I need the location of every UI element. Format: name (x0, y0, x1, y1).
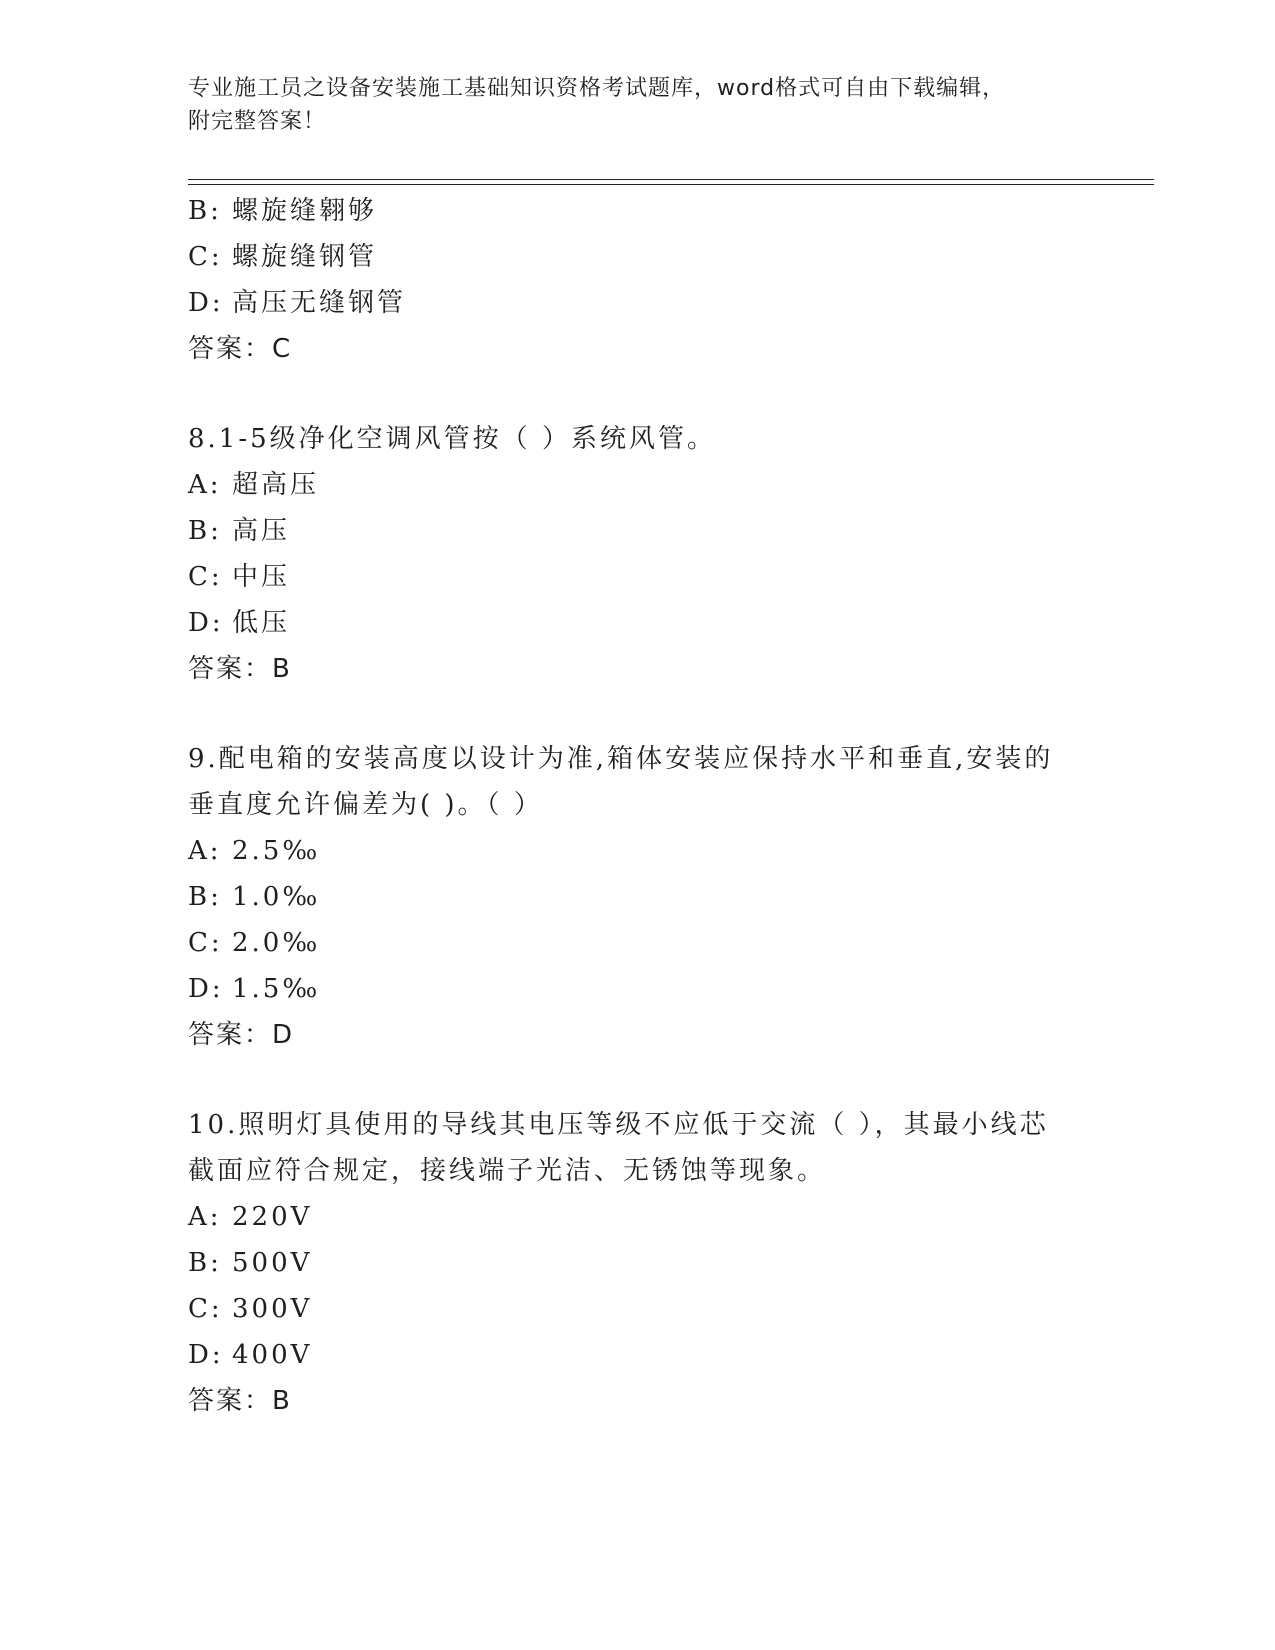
page-header (188, 72, 1068, 138)
option-d (188, 1332, 1088, 1378)
option-key: B: (188, 882, 222, 912)
question-8 (188, 416, 1088, 692)
option-key: B: (188, 196, 222, 226)
option-key: D: (188, 974, 224, 1004)
option-text: 500V (232, 1248, 313, 1278)
option-key: C: (188, 242, 223, 272)
option-text: 2.0‰ (232, 928, 321, 958)
option-key: D: (188, 608, 224, 638)
option-a (188, 1194, 1088, 1240)
header-divider-bottom (188, 184, 1154, 185)
option-d (188, 966, 1088, 1012)
header-divider-top (188, 179, 1154, 180)
option-text: 中压 (232, 562, 291, 592)
option-key: B: (188, 516, 222, 546)
option-text: 2.5‰ (232, 836, 321, 866)
option-a (188, 828, 1088, 874)
option-d (188, 600, 1088, 646)
option-b (188, 874, 1088, 920)
question-9 (188, 736, 1088, 1058)
answer-line: 答案：B (188, 1386, 292, 1416)
option-key: C: (188, 562, 223, 592)
header-title-line-2: 附完整答案！ (188, 109, 327, 134)
stem-line: 8.1-5级净化空调风管按（ ）系统风管。 (188, 424, 716, 454)
stem-line: 截面应符合规定，接线端子光洁、无锈蚀等现象。 (188, 1156, 827, 1186)
option-text: 220V (232, 1202, 313, 1232)
option-b (188, 188, 1088, 234)
option-key: D: (188, 288, 224, 318)
option-text: 400V (232, 1340, 313, 1370)
option-key: C: (188, 928, 223, 958)
option-c (188, 554, 1088, 600)
question-stem (188, 1102, 1068, 1194)
option-text: 高压 (232, 516, 291, 546)
option-c (188, 1286, 1088, 1332)
stem-line: 9.配电箱的安装高度以设计为准,箱体安装应保持水平和垂直,安装的 (188, 744, 1054, 774)
stem-line: 10.照明灯具使用的导线其电压等级不应低于交流（ ），其最小线芯 (188, 1110, 1049, 1140)
option-text: 螺旋缝翱够 (232, 196, 378, 226)
question-stem (188, 736, 1068, 828)
option-a (188, 462, 1088, 508)
option-text: 高压无缝钢管 (232, 288, 407, 318)
option-d (188, 280, 1088, 326)
stem-line: 垂直度允许偏差为( )。（ ） (188, 790, 543, 820)
option-text: 超高压 (232, 470, 320, 500)
option-b (188, 508, 1088, 554)
option-key: A: (188, 470, 222, 500)
answer-line: 答案：C (188, 334, 293, 364)
option-c (188, 920, 1088, 966)
option-text: 低压 (232, 608, 291, 638)
option-key: C: (188, 1294, 223, 1324)
answer-line: 答案：B (188, 654, 292, 684)
option-text: 螺旋缝钢管 (232, 242, 378, 272)
question-list (188, 188, 1088, 1424)
option-key: A: (188, 1202, 222, 1232)
answer-line: 答案：D (188, 1020, 295, 1050)
question-stem (188, 416, 1068, 462)
option-text: 1.5‰ (232, 974, 321, 1004)
option-key: D: (188, 1340, 224, 1370)
option-b (188, 1240, 1088, 1286)
header-title-line-1: 专业施工员之设备安装施工基础知识资格考试题库，word格式可自由下载编辑， (188, 76, 1006, 101)
option-key: B: (188, 1248, 222, 1278)
option-text: 300V (232, 1294, 313, 1324)
question-continued (188, 188, 1088, 372)
option-text: 1.0‰ (232, 882, 321, 912)
option-key: A: (188, 836, 222, 866)
option-c (188, 234, 1088, 280)
question-10 (188, 1102, 1088, 1424)
